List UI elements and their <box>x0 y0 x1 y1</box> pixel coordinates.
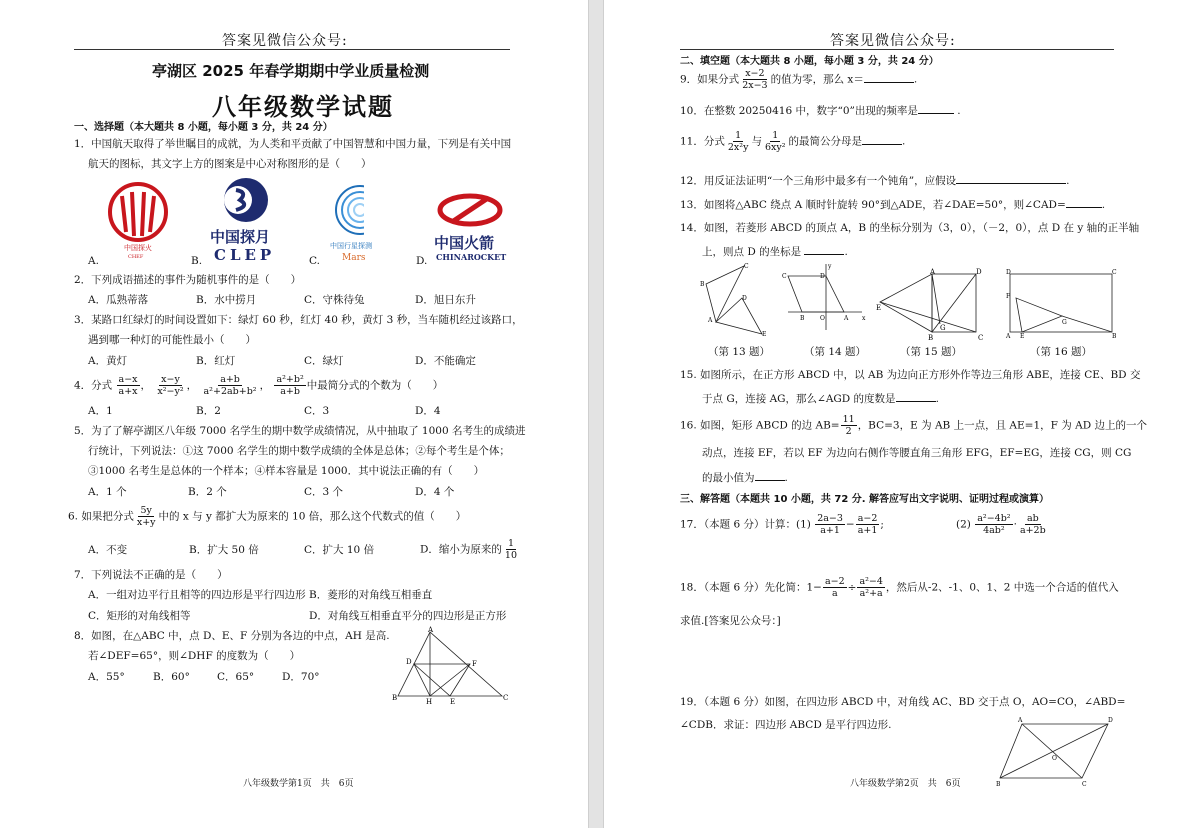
q6-fraction: $\frac{5y}{x+y}$ <box>136 505 156 528</box>
q8-option-b[interactable]: B．60° <box>153 671 190 683</box>
q4-fraction-2: $\frac{x-y}{\text{x²−y²}}$ <box>157 374 184 397</box>
q4-option-c[interactable]: C．3 <box>304 405 330 417</box>
question-8-line-1: 8．如图，在△ABC 中，点 D、E、F 分别为各边的中点，AH 是高. <box>74 630 390 642</box>
question-16-line-3: 的最小值为 . <box>702 472 788 484</box>
q5-option-b[interactable]: B．2 个 <box>188 486 227 498</box>
q12-answer-blank[interactable] <box>956 173 1066 184</box>
question-1-line-2: 航天的图标，其文字上方的图案是中心对称图形的是（ ） <box>88 158 372 170</box>
logo-a-subcaption: CHEF <box>128 254 144 260</box>
logo-d-caption: 中国火箭 <box>434 234 495 252</box>
q6-option-b[interactable]: B．扩大 50 倍 <box>189 544 259 556</box>
q6-option-d[interactable]: D．缩小为原来的 $\frac{1}{10}$ <box>420 538 518 561</box>
svg-text:C: C <box>782 273 787 280</box>
q10-answer-blank[interactable] <box>918 103 954 114</box>
q4-option-b[interactable]: B．2 <box>196 405 221 417</box>
question-8-line-2: 若∠DEF=65°，则∠DHF 的度数为（ ） <box>88 650 301 662</box>
exam-subtitle: 八年级数学试题 <box>212 93 394 121</box>
question-3-line-1: 3．某路口红绿灯的时间设置如下：绿灯 60 秒，红灯 40 秒，黄灯 3 秒，当车随机经过该路口， <box>74 314 523 326</box>
q17-fraction-4: $\frac{ab}{a+2b}$ <box>1019 513 1046 536</box>
svg-text:B: B <box>700 281 705 288</box>
svg-text:C: C <box>978 334 984 342</box>
question-14-line-1: 14．如图，若菱形 ABCD 的顶点 A，B 的坐标分别为（3，0），（－2，0），点 D 在 y 轴的正半轴 <box>680 222 1140 234</box>
q5-option-c[interactable]: C．3 个 <box>304 486 344 498</box>
q13-rotation-figure <box>700 262 778 340</box>
question-11: 11．分式 $\frac{1}{\text{2x²y}}$ 与 $\frac{1}{\text{6xy²}}$ 的最简公分母是 . <box>680 130 906 153</box>
q14-rhombus-coordinate-figure <box>780 262 866 336</box>
q18-fraction-1: $\frac{a-2}{a}$ <box>824 576 845 599</box>
question-18-line-2: 求值.[答案见公众号：] <box>680 615 781 627</box>
page-gutter <box>588 0 604 828</box>
chinese-planetary-exploration-logo <box>324 180 394 264</box>
exam-page-2 <box>604 0 1192 828</box>
q11-answer-blank[interactable] <box>862 134 902 145</box>
q1-option-a[interactable]: A. <box>88 255 99 267</box>
q14-answer-blank[interactable] <box>804 244 844 255</box>
question-5-line-2: 行统计，下列说法：①这 7000 名学生的期中数学成绩的全体是总体；②每个考生是个体； <box>88 445 510 457</box>
exam-title: 亭湖区 2025 年春学期期中学业质量检测 <box>152 62 430 80</box>
q3-option-d[interactable]: D．不能确定 <box>415 355 476 367</box>
svg-text:O: O <box>1052 755 1057 762</box>
caption-fig-14: （第 14 题） <box>804 346 867 358</box>
q11-fraction-1: $\frac{1}{\text{2x²y}}$ <box>727 130 749 153</box>
question-16-line-1: 16. 如图，矩形 ABCD 的边 AB= $\frac{11}{2}$ ，BC=3，E 为 AB 上一点，且 AE=1，F 为 AD 边上的一个 <box>680 414 1147 437</box>
logo-d-subcaption: CHINAROCKET <box>436 252 507 262</box>
svg-text:O: O <box>820 315 825 322</box>
svg-text:E: E <box>876 304 882 312</box>
question-16-line-2: 动点，连接 EF，若以 EF 为边向右侧作等腰直角三角形 EFG，EF=EG，连接 CG，则 CG <box>702 447 1132 459</box>
q7-option-a[interactable]: A．一组对边平行且相等的四边形是平行四边形 <box>88 589 306 601</box>
svg-text:A: A <box>1018 717 1023 724</box>
chinese-mars-exploration-logo <box>104 180 174 260</box>
q8-label-d: D <box>406 658 412 666</box>
q6-option-c[interactable]: C．扩大 10 倍 <box>304 544 375 556</box>
q7-option-b[interactable]: B．菱形的对角线互相垂直 <box>309 589 433 601</box>
section-heading-choice: 一、选择题（本大题共 8 小题，每小题 3 分，共 24 分） <box>74 122 333 133</box>
question-14-line-2: 上，则点 D 的坐标是 . <box>702 246 848 258</box>
svg-text:A: A <box>708 317 713 324</box>
q8-label-c: C <box>503 694 509 702</box>
q16-answer-blank[interactable] <box>755 470 785 481</box>
chinese-lunar-exploration-logo <box>206 176 286 262</box>
q2-option-d[interactable]: D．旭日东升 <box>415 294 476 306</box>
q6-option-a[interactable]: A．不变 <box>88 544 128 556</box>
question-9: 9．如果分式 $\frac{x-2}{2x-3}$ 的值为零，那么 x＝ . <box>680 68 918 91</box>
q2-option-a[interactable]: A．瓜熟蒂落 <box>88 294 149 306</box>
svg-text:B: B <box>928 334 934 342</box>
q1-option-c[interactable]: C. <box>309 255 320 267</box>
q13-answer-blank[interactable] <box>1066 197 1102 208</box>
svg-text:D: D <box>742 295 747 302</box>
q17-fraction-3: $\frac{\text{a²−4b²}}{\text{4ab²}}$ <box>977 513 1011 536</box>
svg-text:D: D <box>820 273 825 280</box>
question-13: 13．如图将△ABC 绕点 A 顺时针旋转 90°到△ADE，若∠DAE=50°，则∠CAD= . <box>680 199 1106 211</box>
q4-fraction-1: $\frac{a-x}{a+x}$ <box>118 374 138 397</box>
svg-text:F: F <box>1006 293 1011 300</box>
section-heading-fill-in: 二、填空题（本大题共 8 小题，每小题 3 分，共 24 分） <box>680 56 939 67</box>
q17-fraction-1: $\frac{2a-3}{a+1}$ <box>817 513 843 536</box>
question-12: 12．用反证法证明“一个三角形中最多有一个钝角”，应假设 . <box>680 175 1070 187</box>
q5-option-d[interactable]: D．4 个 <box>415 486 455 498</box>
page-header: 答案见微信公众号: <box>222 33 348 49</box>
question-7-stem: 7．下列说法不正确的是（ ） <box>74 569 228 581</box>
page-footer: 八年级数学第2页 共 6页 <box>850 779 961 789</box>
q4-fraction-4: $\frac{\text{a²+b²}}{a+b}$ <box>276 374 304 397</box>
q1-option-b[interactable]: B. <box>191 255 203 267</box>
caption-fig-15: （第 15 题） <box>900 346 963 358</box>
question-1-line-1: 1．中国航天取得了举世瞩目的成就，为人类和平贡献了中国智慧和中国力量，下列是有关中国 <box>74 138 512 150</box>
q7-option-d[interactable]: D．对角线互相垂直平分的四边形是正方形 <box>309 610 507 622</box>
q11-fraction-2: $\frac{1}{\text{6xy²}}$ <box>764 130 786 153</box>
page-header: 答案见微信公众号: <box>830 33 956 49</box>
question-19-line-2: ∠CDB．求证：四边形 ABCD 是平行四边形. <box>680 719 892 731</box>
question-17-part-2: (2) $\frac{\text{a²−4b²}}{\text{4ab²}}$ · $\frac{ab}{a+2b}$ <box>956 513 1046 536</box>
question-10: 10．在整数 20250416 中，数字“0”出现的频率是 . <box>680 105 961 117</box>
q8-label-a: A <box>428 626 434 634</box>
logo-b-subcaption: CLEP <box>214 246 276 264</box>
q4-option-d[interactable]: D．4 <box>415 405 441 417</box>
logo-c-subcaption: Mars <box>342 253 366 263</box>
svg-text:A: A <box>1006 333 1011 340</box>
q18-fraction-2: $\frac{\text{a²−4}}{\text{a²+a}}$ <box>859 576 883 599</box>
exam-page-1 <box>0 0 588 828</box>
q8-option-c[interactable]: C．65° <box>217 671 255 683</box>
question-15-line-1: 15. 如图所示，在正方形 ABCD 中，以 AB 为边向正方形外作等边三角形 ABE，连接 CE、BD 交 <box>680 369 1141 381</box>
q9-fraction: $\frac{x-2}{2x-3}$ <box>742 68 768 91</box>
q4-fraction-3: $\frac{a+b}{\text{a²+2ab+b²}}$ <box>203 374 257 397</box>
q8-option-a[interactable]: A．55° <box>88 671 125 683</box>
svg-text:x: x <box>862 315 866 322</box>
q9-answer-blank[interactable] <box>864 72 914 83</box>
svg-text:B: B <box>800 315 805 322</box>
question-18: 18．（本题 6 分）先化简：1− $\frac{a-2}{a}$ ÷ $\frac{\text{a²−4}}{\text{a²+a}}$ ，然后从-2、-1、0、1、2 中选一个合适的值代入 <box>680 576 1119 599</box>
q16-fraction: $\frac{11}{2}$ <box>842 414 855 437</box>
svg-text:C: C <box>744 263 749 270</box>
logo-c-caption: 中国行星探测 <box>330 242 372 250</box>
q17-fraction-2: $\frac{a-2}{a+1}$ <box>857 513 878 536</box>
q3-option-b[interactable]: B．红灯 <box>196 355 236 367</box>
q1-option-d[interactable]: D. <box>416 255 428 267</box>
svg-text:D: D <box>1108 717 1113 724</box>
q8-label-f: F <box>472 660 477 668</box>
header-rule <box>680 49 1114 50</box>
header-rule <box>74 49 510 50</box>
q2-option-c[interactable]: C．守株待兔 <box>304 294 365 306</box>
svg-text:E: E <box>1020 333 1025 340</box>
q2-option-b[interactable]: B．水中捞月 <box>196 294 257 306</box>
q8-label-e: E <box>450 698 456 706</box>
q16-rectangle-figure <box>1002 270 1118 338</box>
logo-a-caption: 中国探火 <box>124 244 152 252</box>
svg-text:y: y <box>828 263 832 270</box>
caption-fig-13: （第 13 题） <box>708 346 771 358</box>
svg-text:C: C <box>1082 781 1087 788</box>
question-15-line-2: 于点 G，连接 AG，那么∠AGD 的度数是 . <box>702 393 939 405</box>
logo-b-caption: 中国探月 <box>210 228 271 246</box>
svg-text:A: A <box>930 268 936 276</box>
section-heading-solutions: 三、解答题（本题共 10 小题，共 72 分. 解答应写出文字说明、证明过程或演算） <box>680 494 1050 505</box>
svg-text:G: G <box>1062 319 1067 326</box>
q4-option-a[interactable]: A．1 <box>88 405 113 417</box>
q8-triangle-figure <box>390 626 512 706</box>
q15-answer-blank[interactable] <box>896 391 936 402</box>
q8-option-d[interactable]: D．70° <box>282 671 320 683</box>
q3-option-c[interactable]: C．绿灯 <box>304 355 344 367</box>
svg-text:E: E <box>762 331 767 338</box>
q6-option-d-fraction: $\frac{1}{10}$ <box>504 538 518 561</box>
svg-text:D: D <box>1006 269 1011 276</box>
svg-text:D: D <box>976 268 982 276</box>
question-5-line-1: 5．为了了解亭湖区八年级 7000 名学生的期中数学成绩情况，从中抽取了 1000 名考生的成绩进 <box>74 425 526 437</box>
q8-label-h: H <box>426 698 433 706</box>
q15-square-triangle-figure <box>876 270 992 342</box>
q8-label-b: B <box>392 694 398 702</box>
question-2-stem: 2．下列成语描述的事件为随机事件的是（ ） <box>74 274 302 286</box>
question-17: 17．（本题 6 分）计算：(1) $\frac{2a-3}{a+1}$ − $\frac{a-2}{a+1}$ ; <box>680 513 884 536</box>
caption-fig-16: （第 16 题） <box>1030 346 1093 358</box>
china-rocket-logo <box>430 190 512 264</box>
svg-text:A: A <box>844 315 849 322</box>
svg-text:B: B <box>996 781 1001 788</box>
q5-option-a[interactable]: A．1 个 <box>88 486 127 498</box>
page-footer: 八年级数学第1页 共 6页 <box>243 779 354 789</box>
q7-option-c[interactable]: C．矩形的对角线相等 <box>88 610 191 622</box>
q19-parallelogram-figure <box>996 716 1120 790</box>
question-19-line-1: 19．（本题 6 分）如图，在四边形 ABCD 中，对角线 AC、BD 交于点 O，AO=CO，∠ABD= <box>680 696 1126 708</box>
question-4-stem: 4．分式 $\frac{a-x}{a+x}$ ， $\frac{x-y}{\text{x²−y²}}$ ， $\frac{a+b}{\text{a²+2ab+b²}}$ ， $\frac{\text{a²+b²}}{a+b}$ 中最简分式的个数为（ ） <box>74 374 444 397</box>
question-5-line-3: ③1000 名考生是总体的一个样本；④样本容量是 1000．其中说法正确的有（ ） <box>88 465 485 477</box>
q3-option-a[interactable]: A．黄灯 <box>88 355 128 367</box>
question-3-line-2: 遇到哪一种灯的可能性最小（ ） <box>88 334 256 346</box>
question-6-stem: 6. 如果把分式 $\frac{5y}{x+y}$ 中的 x 与 y 都扩大为原来的 10 倍，那么这个代数式的值（ ） <box>68 505 467 528</box>
svg-text:B: B <box>1112 333 1117 340</box>
svg-text:C: C <box>1112 269 1117 276</box>
svg-text:G: G <box>940 324 946 332</box>
